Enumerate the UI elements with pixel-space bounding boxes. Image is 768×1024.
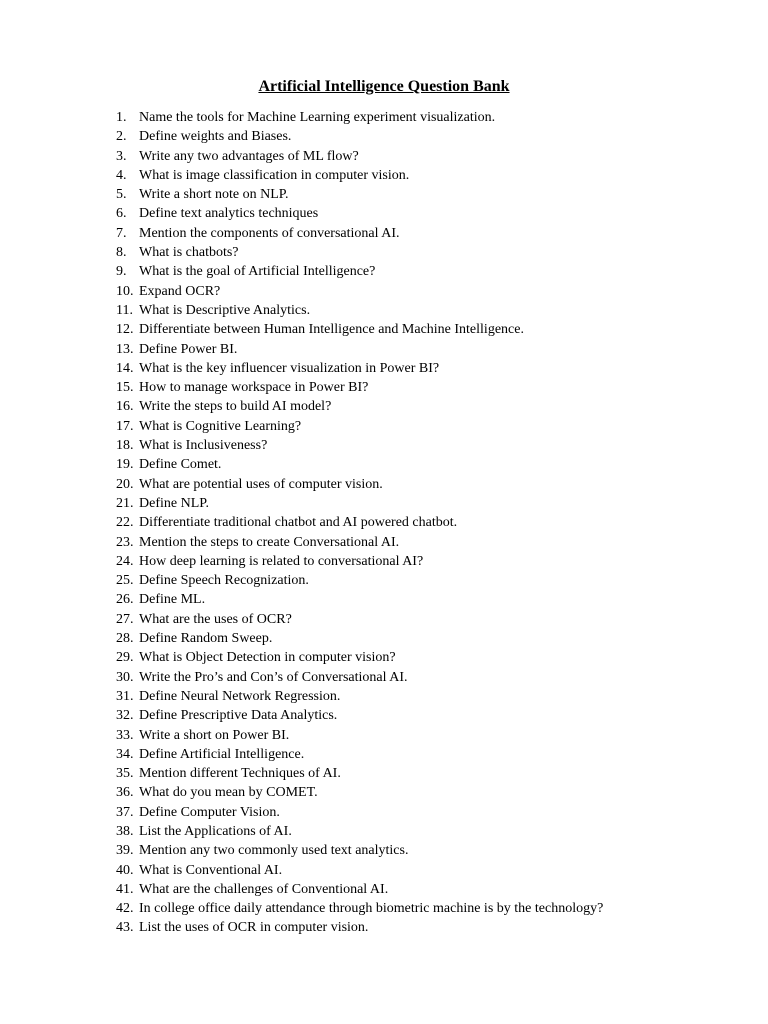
question-text: What are the uses of OCR? xyxy=(139,611,292,627)
question-number: 3. xyxy=(116,148,127,164)
question-text: What is Object Detection in computer vision? xyxy=(139,650,396,666)
question-text: Define weights and Biases. xyxy=(139,129,292,145)
question-text: Define Computer Vision. xyxy=(139,804,280,820)
question-number: 12. xyxy=(116,322,134,338)
question-item xyxy=(116,668,603,687)
question-item xyxy=(116,610,603,629)
question-item xyxy=(116,861,603,880)
page-title xyxy=(0,76,768,98)
question-item xyxy=(116,803,603,822)
question-text: What is chatbots? xyxy=(139,245,239,261)
question-text: What is Inclusiveness? xyxy=(139,438,268,454)
question-text: Define NLP. xyxy=(139,495,209,511)
question-item xyxy=(116,147,603,166)
question-item xyxy=(116,687,603,706)
question-item xyxy=(116,494,603,513)
question-number: 2. xyxy=(116,129,127,145)
question-item xyxy=(116,262,603,281)
question-item xyxy=(116,513,603,532)
question-number: 37. xyxy=(116,804,134,820)
question-text: Mention different Techniques of AI. xyxy=(139,766,341,782)
question-item xyxy=(116,648,603,667)
question-text: Differentiate between Human Intelligence and Machine Intelligence. xyxy=(139,322,524,338)
question-number: 34. xyxy=(116,746,134,762)
question-number: 19. xyxy=(116,457,134,473)
question-item xyxy=(116,745,603,764)
question-text: Define text analytics techniques xyxy=(139,206,319,222)
question-text: Mention the steps to create Conversational AI. xyxy=(139,534,400,550)
question-text: Differentiate traditional chatbot and AI powered chatbot. xyxy=(139,515,458,531)
question-number: 1. xyxy=(116,110,127,125)
question-number: 11. xyxy=(116,302,133,318)
question-text: Mention any two commonly used text analytics. xyxy=(139,843,409,859)
question-text: Mention the components of conversational AI. xyxy=(139,225,400,241)
question-item xyxy=(116,590,603,609)
question-text: Write any two advantages of ML flow? xyxy=(139,148,359,164)
question-item xyxy=(116,629,603,648)
question-item xyxy=(116,841,603,860)
question-number: 30. xyxy=(116,669,134,685)
question-text: Define Random Sweep. xyxy=(139,631,273,647)
question-number: 42. xyxy=(116,901,134,917)
question-number: 39. xyxy=(116,843,134,859)
question-item xyxy=(116,378,603,397)
question-list xyxy=(116,108,603,938)
question-item xyxy=(116,417,603,436)
question-text: What are potential uses of computer vision. xyxy=(139,476,383,492)
question-text: List the Applications of AI. xyxy=(139,823,292,839)
question-number: 17. xyxy=(116,418,134,434)
question-number: 33. xyxy=(116,727,134,743)
question-text: Write a short on Power BI. xyxy=(139,727,290,743)
question-item xyxy=(116,340,603,359)
question-text: What is Conventional AI. xyxy=(139,862,283,878)
question-text: Define Power BI. xyxy=(139,341,238,357)
question-number: 26. xyxy=(116,592,134,608)
question-text: What is Descriptive Analytics. xyxy=(139,302,311,318)
question-text: Name the tools for Machine Learning experiment visualization. xyxy=(139,110,496,125)
question-item xyxy=(116,822,603,841)
question-number: 6. xyxy=(116,206,127,222)
question-number: 21. xyxy=(116,495,134,511)
question-number: 10. xyxy=(116,283,134,299)
question-number: 36. xyxy=(116,785,134,801)
question-number: 14. xyxy=(116,360,134,376)
question-number: 15. xyxy=(116,380,134,396)
question-text: Define ML. xyxy=(139,592,206,608)
question-item xyxy=(116,783,603,802)
question-item xyxy=(116,127,603,146)
question-item xyxy=(116,359,603,378)
question-number: 31. xyxy=(116,688,134,704)
question-number: 28. xyxy=(116,631,134,647)
question-item xyxy=(116,397,603,416)
question-text: What are the challenges of Conventional AI. xyxy=(139,881,389,897)
question-number: 43. xyxy=(116,920,134,936)
question-text: Define Neural Network Regression. xyxy=(139,688,341,704)
question-item xyxy=(116,204,603,223)
question-item xyxy=(116,243,603,262)
question-item xyxy=(116,475,603,494)
question-text: Define Prescriptive Data Analytics. xyxy=(139,708,338,724)
question-item xyxy=(116,918,603,937)
question-number: 5. xyxy=(116,187,127,203)
question-item xyxy=(116,899,603,918)
question-item xyxy=(116,764,603,783)
question-text: How to manage workspace in Power BI? xyxy=(139,380,369,396)
question-number: 25. xyxy=(116,573,134,589)
question-number: 40. xyxy=(116,862,134,878)
question-number: 7. xyxy=(116,225,127,241)
question-item xyxy=(116,320,603,339)
question-number: 23. xyxy=(116,534,134,550)
question-text: How deep learning is related to conversational AI? xyxy=(139,553,424,569)
question-text: Write a short note on NLP. xyxy=(139,187,289,203)
question-item xyxy=(116,726,603,745)
question-number: 4. xyxy=(116,167,127,183)
question-item xyxy=(116,880,603,899)
question-number: 41. xyxy=(116,881,134,897)
question-item xyxy=(116,571,603,590)
question-text: What do you mean by COMET. xyxy=(139,785,318,801)
question-text: What is the key influencer visualization in Power BI? xyxy=(139,360,440,376)
question-text: List the uses of OCR in computer vision. xyxy=(139,920,369,936)
question-item xyxy=(116,282,603,301)
question-item xyxy=(116,533,603,552)
question-number: 35. xyxy=(116,766,134,782)
question-item xyxy=(116,185,603,204)
question-number: 20. xyxy=(116,476,134,492)
question-text: In college office daily attendance through biometric machine is by the technology? xyxy=(139,901,604,917)
question-item xyxy=(116,552,603,571)
question-number: 8. xyxy=(116,245,127,261)
question-item xyxy=(116,706,603,725)
question-number: 27. xyxy=(116,611,134,627)
question-number: 24. xyxy=(116,553,134,569)
page-title-text: Artificial Intelligence Question Bank xyxy=(258,78,510,95)
question-number: 13. xyxy=(116,341,134,357)
question-item xyxy=(116,108,603,127)
question-item xyxy=(116,436,603,455)
question-text: What is Cognitive Learning? xyxy=(139,418,302,434)
question-text: Define Artificial Intelligence. xyxy=(139,746,305,762)
question-item xyxy=(116,224,603,243)
question-number: 32. xyxy=(116,708,134,724)
question-number: 22. xyxy=(116,515,134,531)
question-text: Write the steps to build AI model? xyxy=(139,399,332,415)
question-item xyxy=(116,166,603,185)
question-number: 38. xyxy=(116,823,134,839)
question-number: 9. xyxy=(116,264,127,280)
question-text: Define Speech Recognization. xyxy=(139,573,309,589)
question-number: 18. xyxy=(116,438,134,454)
question-text: What is the goal of Artificial Intelligence? xyxy=(139,264,376,280)
question-text: Define Comet. xyxy=(139,457,222,473)
question-item xyxy=(116,455,603,474)
question-text: What is image classification in computer vision. xyxy=(139,167,410,183)
question-number: 29. xyxy=(116,650,134,666)
question-text: Expand OCR? xyxy=(139,283,221,299)
question-item xyxy=(116,301,603,320)
question-number: 16. xyxy=(116,399,134,415)
question-text: Write the Pro’s and Con’s of Conversational AI. xyxy=(139,669,408,685)
